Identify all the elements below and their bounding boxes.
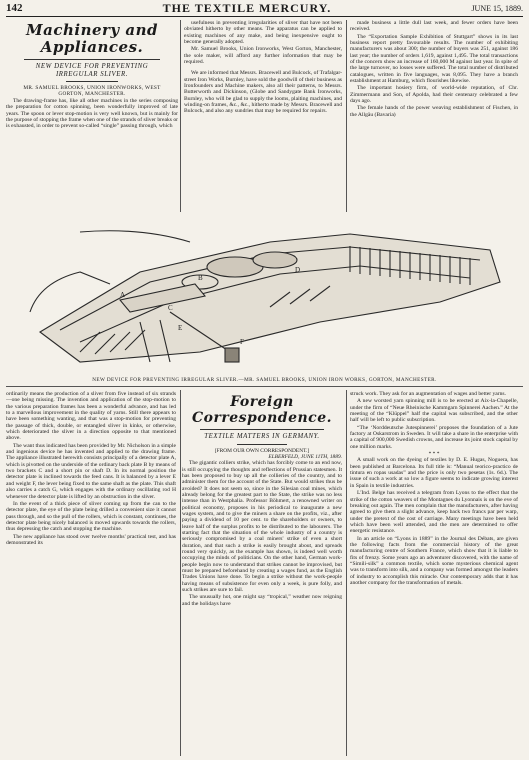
subheading-line: NEW DEVICE FOR PREVENTING bbox=[35, 63, 149, 70]
section-stars: * * * bbox=[428, 451, 440, 458]
paragraph: The important hosiery firm, of world-wide reputation, of Chr. Zimmermann and Son, of Apolda, had their centenary celebrated a few days ago. bbox=[350, 85, 518, 105]
paragraph: L'Ind. Belge has received a telegram from Lyons to the effect that the strike of the cotton weavers of the Montagnes du Lyonnais is on the eve of breaking out again. The men complain that the manufacturers, after having agreed to give them a slight advance, keep back two francs par per warp, under the pretext of the cost of carriage. Many meetings have been held which have been well attended, and the men are determined to offer energetic resistance. bbox=[350, 490, 518, 535]
machine-engraving bbox=[20, 212, 510, 377]
svg-text:C: C bbox=[168, 304, 173, 312]
paragraph: In an article on “Lyons in 1889” in the Journal des Débats, are given the following facts from the commercial history of the great manufacturing centre of Southern France, which show that it is liable to fits of frenzy. Some years ago an adventurer discovered, with the name of “Simili-silk” a common textile, which some mysterious chemical agent was to transform into silk, and a company was formed amongst the leaders of industry to accomplish this miracle. Our contemporary adds that it has another company for the transformation of metals. bbox=[350, 535, 518, 586]
article-attribution bbox=[6, 85, 178, 97]
column-divider bbox=[346, 390, 347, 756]
issue-date: JUNE 15, 1889. bbox=[471, 3, 523, 13]
paragraph: The unusually hot, one might say “tropical,” weather now reigning and the holidays have bbox=[182, 594, 342, 607]
paragraph: The gigantic colliers strike, which has forcibly come to an end now, is still occupying the thoughts and reflections of Prussian statesmen. It has been proposed to buy up all the collieries of the country, and to administer them for the account of the State. But would strikes thus be avoided? It does not seem so, since in the Silesian coal mines, which already belong for the greatest part to the State, the strike was no less intense than in Westphalia. Professor Böhmert, a renowned writer on political economy, proposes in his periodical to inaugurate a new wages system, and to give the miners a share on the profits, viz., after paying a dividend of 10 per cent. to the shareholders or owners, to leave half of the surplus profits to be distributed to the labourers. The starting fact that the situation of the whole industry of a country is seriously compromised by a coal miners' strike of even a short duration, and that such a strike is easily brought about, and spreads round very quickly, as the example has shown, is indeed well worth occupying the minds of politicians. On the other hand, German work-people begin now to understand that strikes cannot be improvised, but must be prepared beforehand by creating a wages fund, as the English Trades Unions have done. To begin a strike without the work-people having means of subsistence for even only a week, is pure folly, and such strikes are sure to fail. bbox=[182, 460, 342, 594]
paragraph: The female hands of the power weaving establishment of Fischen, in the Allgäu (Bavaria) bbox=[350, 105, 518, 118]
paragraph: made business a little dull last week, and fewer orders have been received. bbox=[350, 20, 518, 33]
figure-rule bbox=[6, 386, 523, 387]
paragraph: The “Exportation Sample Exhibition of Stuttgart” shows in its last business report pretty favourable results. The number of exhibiting manufacturers was about 300; the number of buyers was 251, against 186 last year; the number of orders 1,619, against 1,495. The total transactions of the concern show an increase of 160,000 M against last year. In spite of the large turnover, no losses were suffered. The total number of distributed catalogues, written in five languages, was 8,095. They have a branch establishment at Hamburg, which flourishes likewise. bbox=[350, 33, 518, 85]
paragraph: The drawing-frame has, like all other machines in the series composing the preparation for cotton spinning, been wonderfully improved of late years. The spoon or lever stop-motion is very well known, but is mainly for the purpose of stopping the frame when one of the strands of sliver breaks or is exhausted, in order to prevent so-called “single” passing through, which bbox=[6, 98, 178, 130]
column-1-bottom bbox=[6, 391, 176, 757]
svg-text:D: D bbox=[295, 266, 301, 274]
heading-rule bbox=[24, 59, 160, 60]
dateline: ELBERFELD, JUNE 11TH, 1889. bbox=[268, 453, 342, 460]
svg-text:E: E bbox=[178, 324, 183, 332]
svg-text:B: B bbox=[198, 274, 203, 282]
column-divider bbox=[180, 20, 181, 212]
column-divider bbox=[346, 20, 347, 212]
paragraph: usefulness in preventing irregularities of sliver that have not been obviated hitherto by other means. The apparatus can be applied to existing machines of any make, and being inexpensive ought to become generally adopted. bbox=[184, 20, 342, 46]
foreign-correspondence-section bbox=[182, 394, 342, 756]
paragraph: A small work on the dyeing of textiles by D. E. Hugas, Noguera, has been published at Barcelona. Its full title is: “Manual teorico-practico de tintura en ropas usadas” and the price is only two pesetas (1s. 6d.). The issue of such a work at so low a figure seems to indicate growing interest in Spain in textile industries. bbox=[350, 457, 518, 489]
paragraph: A new worsted yarn spinning mill is to be erected at Aix-la-Chapelle, under the firm of “Neue Rheinische Kammgarn Spinnerei Aachen.” At the meeting of the “Klüppel” half the capital was subscribed, and the other half will be left to public subscription. bbox=[350, 398, 518, 424]
paragraph: We are informed that Messrs. Bracewell and Bulcock, of Trafalgar-street Iron Works, Burnley, have sold the goodwill of their business as Ironfounders and Machine makers, also all their patterns, to Messrs. Butterworth and Dickinson, (Globe and Sandygate Bank Ironworks, Burnley, who will be glad to supply the looms, plaiting machines, and winding-on frames, &c., &c., hitherto made by Messrs. Bracewell and Bulcock, and also any sundries that may be required for repairs. bbox=[184, 70, 342, 115]
article-subheading bbox=[6, 63, 178, 78]
heading-line: Correspondence. bbox=[191, 410, 332, 426]
short-rule bbox=[237, 444, 287, 445]
svg-text:A: A bbox=[120, 291, 126, 299]
heading-line: Foreign bbox=[230, 394, 294, 410]
article-subheading: TEXTILE MATTERS IN GERMANY. bbox=[204, 433, 320, 440]
paragraph: The want thus indicated has been provided by Mr. Nicholson in a simple and ingenious device he has invented and applied to the drawing frame. The appliance illustrated herewith consists principally of a detector plate A, which is pivotted on the underside of the ordinary back plate B by means of two brackets C and a short pin or shaft D. In its normal position the detector plate is inclined towards the feed cans. It is balanced by a lever E and weight F, the lever being fixed to the same shaft as the plate. This shaft also carries a catch G, which engages with the ordinary oscillating rod H whenever the detector plate is lifted by an obstruction in the sliver. bbox=[6, 442, 176, 500]
section-heading bbox=[182, 394, 342, 426]
heading-line: Machinery and bbox=[26, 22, 158, 39]
column-3-bottom bbox=[350, 391, 518, 757]
paragraph: “The ‘Norddeutsche Jutespinnerei’ proposes the foundation of a Jute factory at Oskarstrom in Sweden. It will take a share in the enterprise with a capital of 900,000 Swedish crowns, and increase its joint stock capital by one million marks. bbox=[350, 424, 518, 450]
column-3-top bbox=[350, 20, 518, 212]
from-line: [FROM OUR OWN CORRESPONDENT.] bbox=[214, 447, 310, 454]
page-number: 142 bbox=[6, 2, 23, 14]
paragraph: In the event of a thick piece of sliver coming up from the can to the detector plate, the eye of the plate being drilled a convenient size it cannot pass through, and so the pull of the rollers, which is constant, continues, the detector plate being nicely balanced is moved upwards towards the rollers, thus depressing the catch and stopping the machine. bbox=[6, 500, 176, 533]
short-rule bbox=[66, 81, 118, 82]
heading-line: Appliances. bbox=[40, 38, 144, 56]
masthead-title: THE TEXTILE MERCURY. bbox=[162, 0, 332, 15]
column-2-top bbox=[184, 20, 342, 212]
figure-caption: NEW DEVICE FOR PREVENTING IRREGULAR SLIVER.—MR. SAMUEL BROOKS, UNION IRON WORKS, GORTON, MANCHESTER. bbox=[92, 377, 437, 383]
paragraph: Mr. Samuel Brooks, Union Ironworks, West Gorton, Manchester, the sole maker, will afford any further information that may be required. bbox=[184, 46, 342, 66]
heading-rule bbox=[200, 429, 324, 430]
subheading-line: IRREGULAR SLIVER. bbox=[55, 70, 129, 78]
machinery-section bbox=[6, 22, 178, 212]
paragraph: struck work. They ask for an augmentation of wages and better yarns. bbox=[350, 391, 507, 397]
attribution-line: GORTON, MANCHESTER. bbox=[58, 91, 126, 97]
paragraph: ordinarily means the production of a sliver from five instead of six strands—one being missing. The invention and application of the stop-motion to the various preparation frames has been a wonderful advance, and has led to a marvellous improvement in the quality of yarns. Still there appears to have been something wanting, and that was a stop-motion for preventing the passage of thick, double, or entangled sliver in kinks, or otherwise, which deteriorated the sliver in a direction opposite to that mentioned above. bbox=[6, 391, 176, 442]
paragraph: The new appliance has stood over twelve months' practical test, and has demonstrated its bbox=[6, 533, 176, 546]
svg-text:F: F bbox=[240, 338, 244, 346]
section-heading bbox=[6, 22, 178, 56]
attribution-line: MR. SAMUEL BROOKS, UNION IRONWORKS, WEST bbox=[23, 85, 161, 91]
column-divider bbox=[180, 390, 181, 756]
page-header bbox=[6, 0, 523, 17]
